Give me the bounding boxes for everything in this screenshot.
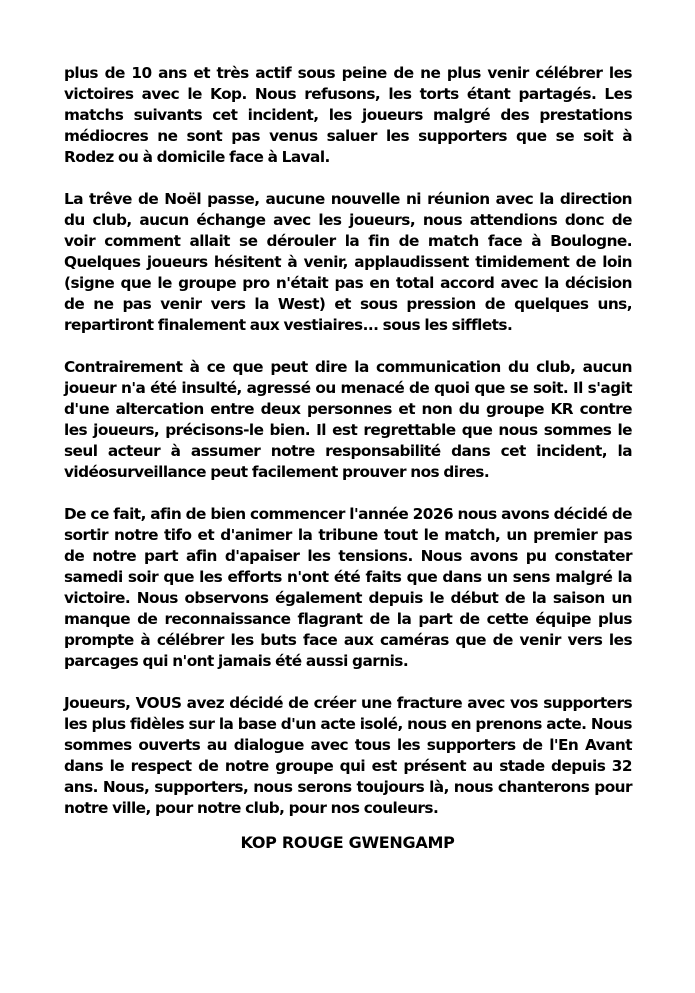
paragraph-3: Contrairement à ce que peut dire la communication du club, aucun joueur n'a été insulté, agressé ou menacé de quoi que se soit. Il s'agit d'une altercation entre deux personnes et non du groupe KR contre les joueurs, précisons-le bien. Il est regrettable que nous sommes le seul acteur à assumer notre responsabilité dans cet incident, la vidéosurveillance peut facilement prouver nos dires. [64, 358, 632, 481]
paragraph-2: La trêve de Noël passe, aucune nouvelle ni réunion avec la direction du club, aucun échange avec les joueurs, nous attendions donc de voir comment allait se dérouler la fin de match face à Boulogne. Quelques joueurs hésitent à venir, applaudissent timidement de loin (signe que le groupe pro n'était pas en total accord avec la décision de ne pas venir vers la West) et sous pression de quelques uns, repartiront finalement aux vestiaires... sous les sifflets. [64, 190, 632, 334]
paragraph-1: plus de 10 ans et très actif sous peine de ne plus venir célébrer les victoires avec le Kop. Nous refusons, les torts étant partagés. Les matchs suivants cet incident, les joueurs malgré des prestations médiocres ne sont pas venus saluer les supporters que se soit à Rodez ou à domicile face à Laval. [64, 64, 632, 166]
paragraph-4: De ce fait, afin de bien commencer l'année 2026 nous avons décidé de sortir notre tifo et d'animer la tribune tout le match, un premier pas de notre part afin d'apaiser les tensions. Nous avons pu constater samedi soir que les efforts n'ont été faits que dans un sens malgré la victoire. Nous observons également depuis le début de la saison un manque de reconnaissance flagrant de la part de cette équipe plus prompte à célébrer les buts face aux caméras que de venir vers les parcages qui n'ont jamais été aussi garnis. [64, 505, 632, 670]
signature: KOP ROUGE GWENGAMP [240, 833, 455, 852]
paragraph-5: Joueurs, VOUS avez décidé de créer une fracture avec vos supporters les plus fidèles sur la base d'un acte isolé, nous en prenons acte. Nous sommes ouverts au dialogue avec tous les supporters de l'En Avant dans le respect de notre groupe qui est présent au stade depuis 32 ans. Nous, supporters, nous serons toujours là, nous chanterons pour notre ville, pour notre club, pour nos couleurs. [64, 694, 632, 817]
statement-body [64, 63, 632, 840]
